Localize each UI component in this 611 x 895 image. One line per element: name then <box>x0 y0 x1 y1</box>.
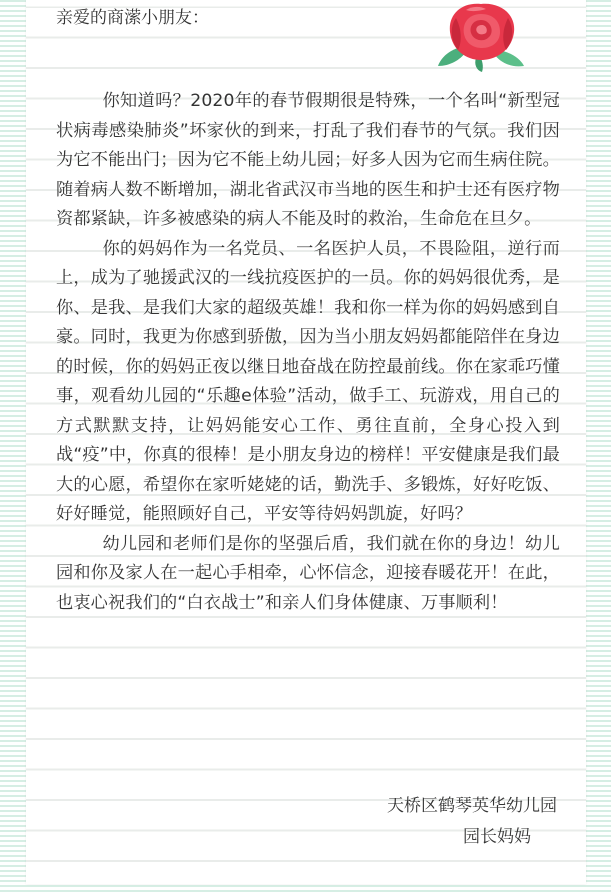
letter-greeting: 亲爱的商潆小朋友： <box>56 8 209 28</box>
rose-icon <box>436 0 526 72</box>
letter-paragraph-3: 幼儿园和老师们是你的坚强后盾，我们就在你的身边！幼儿园和你及家人在一起心手相牵，心怀信念，迎接春暖花开！在此，也衷心祝我们的“白衣战士”和亲人们身体健康、万事顺利！ <box>56 533 560 613</box>
signature-organization: 天桥区鹤琴英华幼儿园 <box>387 796 557 816</box>
signature-name: 园长妈妈 <box>463 827 531 847</box>
letter-paragraph-2: 你的妈妈作为一名党员、一名医护人员，不畏险阻，逆行而上，成为了驰援武汉的一线抗疫医护的一员。你的妈妈很优秀，是你、是我、是我们大家的超级英雄！我和你一样为你的妈妈感到自豪。同时，我更为你感到骄傲，因为当小朋友妈妈都能陪伴在身边的时候，你的妈妈正夜以继日地奋战在防控最前线。你在家乖巧懂事，观看幼儿园的“乐趣e体验”活动，做手工、玩游戏，用自己的方式默默支持，让妈妈能安心工作、勇往直前，全身心投入到战“疫”中，你真的很棒！是小朋友身边的榜样！平安健康是我们最大的心愿，希望你在家听姥姥的话，勤洗手、多锻炼，好好吃饭、好好睡觉，能照顾好自己，平安等待妈妈凯旋，好吗？ <box>56 238 560 524</box>
letter-signature <box>387 791 557 853</box>
letter-paragraph-1: 你知道吗？2020年的春节假期很是特殊，一个名叫“新型冠状病毒感染肺炎”坏家伙的到来，打乱了我们春节的气氛。我们因为它不能出门；因为它不能上幼儿园；好多人因为它而生病住院。随着病人数不断增加，湖北省武汉市当地的医生和护士还有医疗物资都紧缺，许多被感染的病人不能及时的救治，生命危在旦夕。 <box>56 91 560 229</box>
letter-body <box>56 87 560 618</box>
